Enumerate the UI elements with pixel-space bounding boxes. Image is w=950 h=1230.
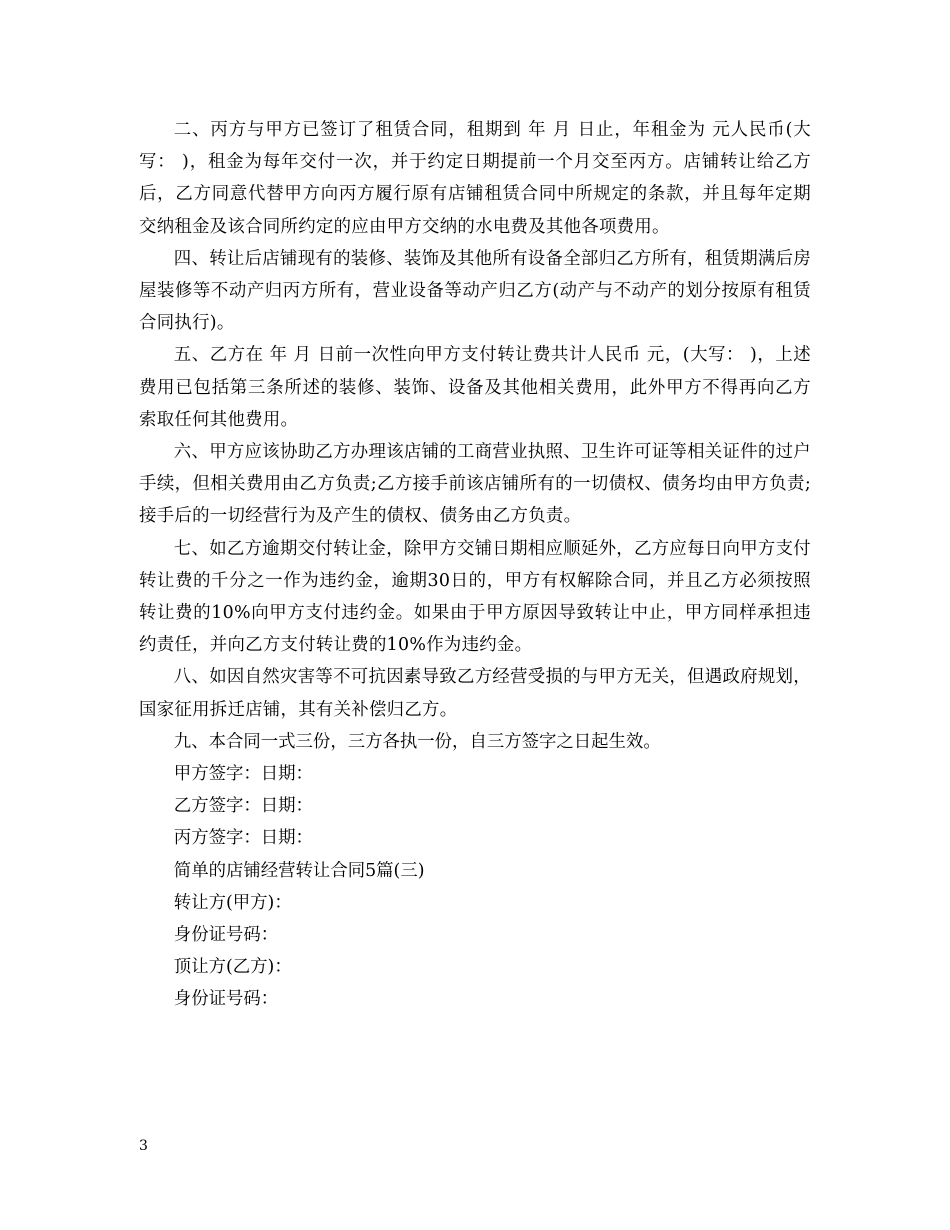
clause-4-paragraph: 四、转让后店铺现有的装修、装饰及其他所有设备全部归乙方所有，租赁期满后房屋装修等不动产归丙方所有，营业设备等动产归乙方(动产与不动产的划分按原有租赁合同执行)。 [139, 248, 811, 334]
clause-8-paragraph: 八、如因自然灾害等不可抗因素导致乙方经营受损的与甲方无关，但遇政府规划，国家征用拆迁店铺，其有关补偿归乙方。 [139, 667, 811, 720]
section-heading: 简单的店铺经营转让合同5篇(三) [173, 860, 425, 881]
party-a-signature-line: 甲方签字：日期： [173, 764, 313, 785]
party-c-signature-line: 丙方签字：日期： [173, 828, 313, 849]
transferee-line: 顶让方(乙方)： [173, 957, 292, 978]
party-b-signature-line: 乙方签字：日期： [173, 796, 313, 817]
clause-5-paragraph: 五、乙方在 年 月 日前一次性向甲方支付转让费共计人民币 元，(大写： )，上述费用已包括第三条所述的装修、装饰、设备及其他相关费用，此外甲方不得再向乙方索取任何其他费用。 [139, 345, 811, 430]
document-body [139, 114, 811, 1016]
clause-9-line: 九、本合同一式三份，三方各执一份，自三方签字之日起生效。 [173, 731, 661, 752]
clause-2-paragraph: 二、丙方与甲方已签订了租赁合同，租期到 年 月 日止，年租金为 元人民币(大写： )，租金为每年交付一次，并于约定日期提前一个月交至丙方。店铺转让给乙方后，乙方同意代替甲方向丙方履行原有店铺租赁合同中所规定的条款，并且每年定期交纳租金及该合同所约定的应由甲方交纳的水电费及其他各项费用。 [139, 120, 811, 237]
page-number: 3 [139, 1138, 148, 1154]
transferor-line: 转让方(甲方)： [173, 892, 292, 913]
clause-6-paragraph: 六、甲方应该协助乙方办理该店铺的工商营业执照、卫生许可证等相关证件的过户手续，但相关费用由乙方负责;乙方接手前该店铺所有的一切债权、债务均由甲方负责;接手后的一切经营行为及产生的债权、债务由乙方负责。 [139, 442, 811, 527]
clause-7-paragraph: 七、如乙方逾期交付转让金，除甲方交铺日期相应顺延外，乙方应每日向甲方支付转让费的千分之一作为违约金，逾期30日的，甲方有权解除合同，并且乙方必须按照转让费的10%向甲方支付违约金。如果由于甲方原因导致转让中止，甲方同样承担违约责任，并向乙方支付转让费的10%作为违约金。 [139, 538, 811, 656]
transferee-id-line: 身份证号码： [173, 989, 279, 1010]
transferor-id-line: 身份证号码： [173, 925, 279, 946]
